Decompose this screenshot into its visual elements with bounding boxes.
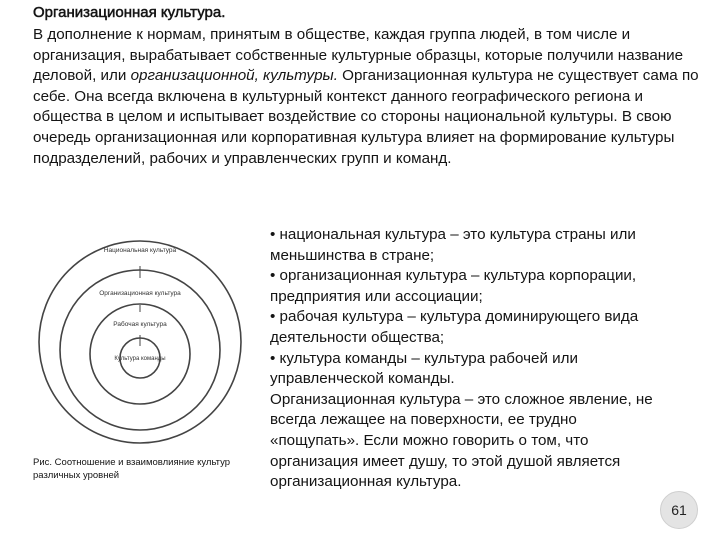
page-title: Организационная культура.: [33, 4, 226, 21]
text-line: • организационная культура – культура корпорации,: [270, 267, 637, 285]
culture-circles-svg: [36, 232, 246, 447]
intro-text-italic: организационной, культуры.: [130, 67, 338, 85]
text-line: • национальная культура – это культура страны или: [270, 226, 636, 243]
definitions-column: [270, 225, 710, 493]
figure-caption: Рис. Соотношение и взаимовлияние культур различных уровней: [33, 457, 231, 481]
text-line: меньшинства в стране;: [270, 246, 435, 264]
label-national-culture: Национальная культура: [103, 247, 177, 254]
intro-text-end: Организационная культура не существует сама по себе. Она всегда включена в культурный контекст данного географического региона и общества в целом и испытывает воздействие со стороны национальной культуры. В свою очередь организационная или корпоративная культура влияет на формирование культуры подразделений, рабочих и управленческих групп и команд.: [33, 67, 699, 167]
text-line: • культура команды – культура рабочей или: [270, 349, 578, 367]
page-number-badge: 61: [660, 491, 698, 529]
intro-paragraph: [33, 25, 703, 169]
text-line: всегда лежащее на поверхности, ее трудно: [270, 411, 577, 429]
text-line: деятельности общества;: [270, 328, 445, 346]
text-line: управленческой команды.: [270, 370, 455, 388]
label-work-culture: Рабочая культура: [113, 321, 167, 328]
label-team-culture: Культура команды: [114, 356, 166, 362]
intro-text-start: В дополнение к нормам, принятым в обществе, каждая группа людей, в том числе и организация, вырабатывает собственные культурные образцы, которые получили название деловой, или: [33, 26, 684, 85]
text-line: организация имеет душу, то этой душой является: [270, 452, 621, 470]
work-culture-circle: [90, 304, 190, 404]
text-line: • рабочая культура – культура доминирующего вида: [270, 308, 639, 326]
text-line: «пощупать». Если можно говорить о том, что: [270, 431, 589, 449]
label-organizational-culture: Организационная культура: [99, 290, 181, 297]
text-line: Организационная культура – это сложное явление, не: [270, 390, 653, 408]
text-line: предприятия или ассоциации;: [270, 287, 483, 305]
text-line: организационная культура.: [270, 473, 462, 491]
culture-levels-diagram: [36, 232, 246, 447]
